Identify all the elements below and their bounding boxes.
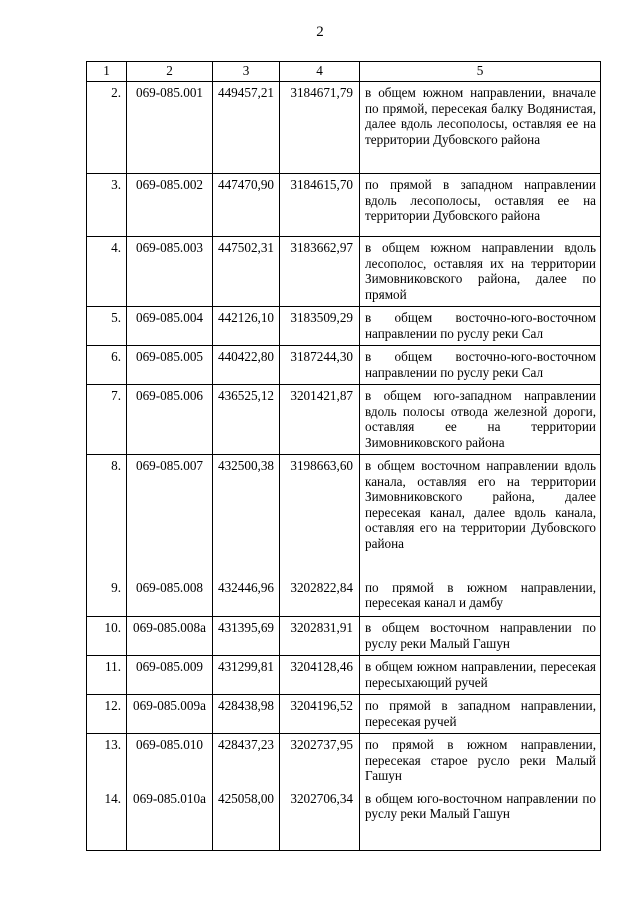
page-number: 2 bbox=[316, 24, 324, 40]
boundary-description: в общем восточно-юго-восточном направлении по руслу реки Сал bbox=[360, 307, 601, 346]
row-number: 12. bbox=[87, 695, 127, 734]
row-number: 2. bbox=[87, 82, 127, 174]
coordinate-x: 432446,96 bbox=[213, 577, 280, 617]
coordinate-x: 425058,00 bbox=[213, 788, 280, 851]
coordinate-x: 432500,38 bbox=[213, 455, 280, 577]
point-code: 069-085.003 bbox=[127, 237, 213, 307]
coordinate-y: 3202831,91 bbox=[280, 617, 360, 656]
coordinate-y: 3184615,70 bbox=[280, 174, 360, 237]
coordinate-x: 428437,23 bbox=[213, 734, 280, 788]
coordinate-x: 442126,10 bbox=[213, 307, 280, 346]
row-number: 3. bbox=[87, 174, 127, 237]
coordinate-y: 3202706,34 bbox=[280, 788, 360, 851]
row-number: 4. bbox=[87, 237, 127, 307]
row-number: 8. bbox=[87, 455, 127, 577]
boundary-description: в общем восточном направлении вдоль канала, оставляя его на территории Зимовниковского района, далее пересекая канал, далее вдоль канала, оставляя его на территории Дубовского района bbox=[360, 455, 601, 577]
table-row bbox=[87, 82, 601, 174]
point-code: 069-085.002 bbox=[127, 174, 213, 237]
boundary-description: в общем южном направлении вдоль лесополос, оставляя их на территории Зимовниковского района, далее по прямой bbox=[360, 237, 601, 307]
coordinate-y: 3204128,46 bbox=[280, 656, 360, 695]
point-code: 069-085.006 bbox=[127, 385, 213, 455]
column-header-5: 5 bbox=[360, 62, 601, 82]
table-row bbox=[87, 174, 601, 237]
point-code: 069-085.004 bbox=[127, 307, 213, 346]
column-header-3: 3 bbox=[213, 62, 280, 82]
table-row bbox=[87, 455, 601, 577]
coordinate-x: 447470,90 bbox=[213, 174, 280, 237]
table-row bbox=[87, 617, 601, 656]
point-code: 069-085.007 bbox=[127, 455, 213, 577]
boundary-description: в общем восточном направлении по руслу реки Малый Гашун bbox=[360, 617, 601, 656]
coordinate-x: 428438,98 bbox=[213, 695, 280, 734]
row-number: 14. bbox=[87, 788, 127, 851]
boundary-description: по прямой в западном направлении, пересекая ручей bbox=[360, 695, 601, 734]
row-number: 13. bbox=[87, 734, 127, 788]
table-row bbox=[87, 346, 601, 385]
row-number: 11. bbox=[87, 656, 127, 695]
row-number: 7. bbox=[87, 385, 127, 455]
boundary-description: по прямой в западном направлении вдоль лесополосы, оставляя ее на территории Дубовского района bbox=[360, 174, 601, 237]
coordinate-y: 3183509,29 bbox=[280, 307, 360, 346]
point-code: 069-085.009а bbox=[127, 695, 213, 734]
coordinate-y: 3187244,30 bbox=[280, 346, 360, 385]
row-number: 5. bbox=[87, 307, 127, 346]
boundary-description: в общем юго-восточном направлении по руслу реки Малый Гашун bbox=[360, 788, 601, 851]
coordinate-y: 3184671,79 bbox=[280, 82, 360, 174]
point-code: 069-085.009 bbox=[127, 656, 213, 695]
point-code: 069-085.001 bbox=[127, 82, 213, 174]
table-header-row bbox=[87, 62, 601, 82]
coordinate-x: 447502,31 bbox=[213, 237, 280, 307]
point-code: 069-085.008а bbox=[127, 617, 213, 656]
row-number: 10. bbox=[87, 617, 127, 656]
row-number: 6. bbox=[87, 346, 127, 385]
point-code: 069-085.008 bbox=[127, 577, 213, 617]
boundary-description: по прямой в южном направлении, пересекая канал и дамбу bbox=[360, 577, 601, 617]
coordinate-x: 449457,21 bbox=[213, 82, 280, 174]
table-row bbox=[87, 385, 601, 455]
boundary-description: в общем восточно-юго-восточном направлении по руслу реки Сал bbox=[360, 346, 601, 385]
coordinate-y: 3202822,84 bbox=[280, 577, 360, 617]
row-number: 9. bbox=[87, 577, 127, 617]
boundary-description: в общем южном направлении, пересекая пересыхающий ручей bbox=[360, 656, 601, 695]
table-row bbox=[87, 788, 601, 851]
coordinate-x: 436525,12 bbox=[213, 385, 280, 455]
table-row bbox=[87, 695, 601, 734]
boundary-description: в общем южном направлении, вначале по прямой, пересекая балку Водянистая, далее вдоль лесополосы, оставляя ее на территории Дубовского района bbox=[360, 82, 601, 174]
column-header-2: 2 bbox=[127, 62, 213, 82]
table-row bbox=[87, 237, 601, 307]
point-code: 069-085.010 bbox=[127, 734, 213, 788]
coordinate-y: 3202737,95 bbox=[280, 734, 360, 788]
boundary-table bbox=[86, 61, 601, 851]
column-header-1: 1 bbox=[87, 62, 127, 82]
coordinate-y: 3198663,60 bbox=[280, 455, 360, 577]
table-row bbox=[87, 307, 601, 346]
boundary-description: по прямой в южном направлении, пересекая старое русло реки Малый Гашун bbox=[360, 734, 601, 788]
table-row bbox=[87, 656, 601, 695]
point-code: 069-085.005 bbox=[127, 346, 213, 385]
coordinate-x: 431395,69 bbox=[213, 617, 280, 656]
table-row bbox=[87, 734, 601, 788]
table-row bbox=[87, 577, 601, 617]
column-header-4: 4 bbox=[280, 62, 360, 82]
boundary-description: в общем юго-западном направлении вдоль полосы отвода железной дороги, оставляя ее на территории Зимовниковского района bbox=[360, 385, 601, 455]
coordinate-x: 440422,80 bbox=[213, 346, 280, 385]
point-code: 069-085.010а bbox=[127, 788, 213, 851]
coordinate-y: 3183662,97 bbox=[280, 237, 360, 307]
coordinate-y: 3204196,52 bbox=[280, 695, 360, 734]
coordinate-x: 431299,81 bbox=[213, 656, 280, 695]
coordinate-y: 3201421,87 bbox=[280, 385, 360, 455]
